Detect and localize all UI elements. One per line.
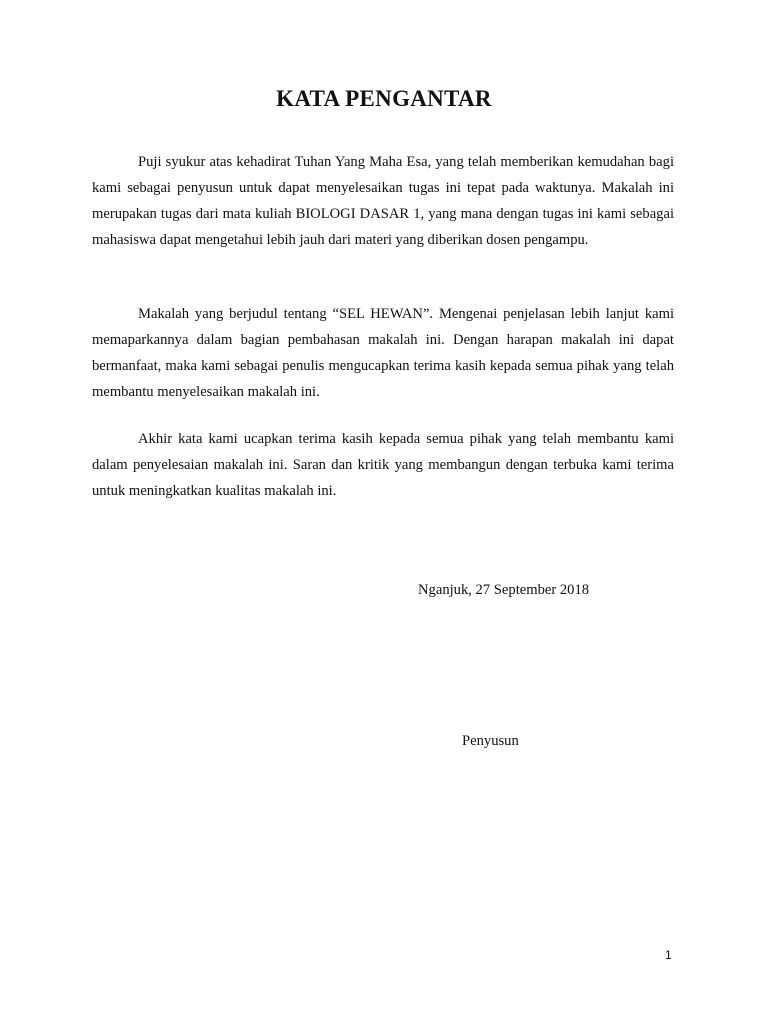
paragraph-topic: Makalah yang berjudul tentang “SEL HEWAN”. Mengenai penjelasan lebih lanjut kami memaparkannya dalam bagian pembahasan makalah ini. Dengan harapan makalah ini dapat bermanfaat, maka kami sebagai penulis mengucapkan terima kasih kepada semua pihak yang telah membantu menyelesaikan makalah ini. (92, 306, 674, 400)
page-title: KATA PENGANTAR (276, 86, 492, 111)
page-number: 1 (665, 948, 672, 962)
paragraph-closing: Akhir kata kami ucapkan terima kasih kepada semua pihak yang telah membantu kami dalam penyelesaian makalah ini. Saran dan kritik yang membangun dengan terbuka kami terima untuk meningkatkan kualitas makalah ini. (92, 431, 674, 499)
paragraph-intro: Puji syukur atas kehadirat Tuhan Yang Maha Esa, yang telah memberikan kemudahan bagi kami sebagai penyusun untuk dapat menyelesaikan tugas ini tepat pada waktunya. Makalah ini merupakan tugas dari mata kuliah BIOLOGI DASAR 1, yang mana dengan tugas ini kami sebagai mahasiswa dapat mengetahui lebih jauh dari materi yang diberikan dosen pengampu. (92, 154, 674, 248)
place-date: Nganjuk, 27 September 2018 (418, 582, 590, 598)
signer-label: Penyusun (462, 733, 519, 749)
